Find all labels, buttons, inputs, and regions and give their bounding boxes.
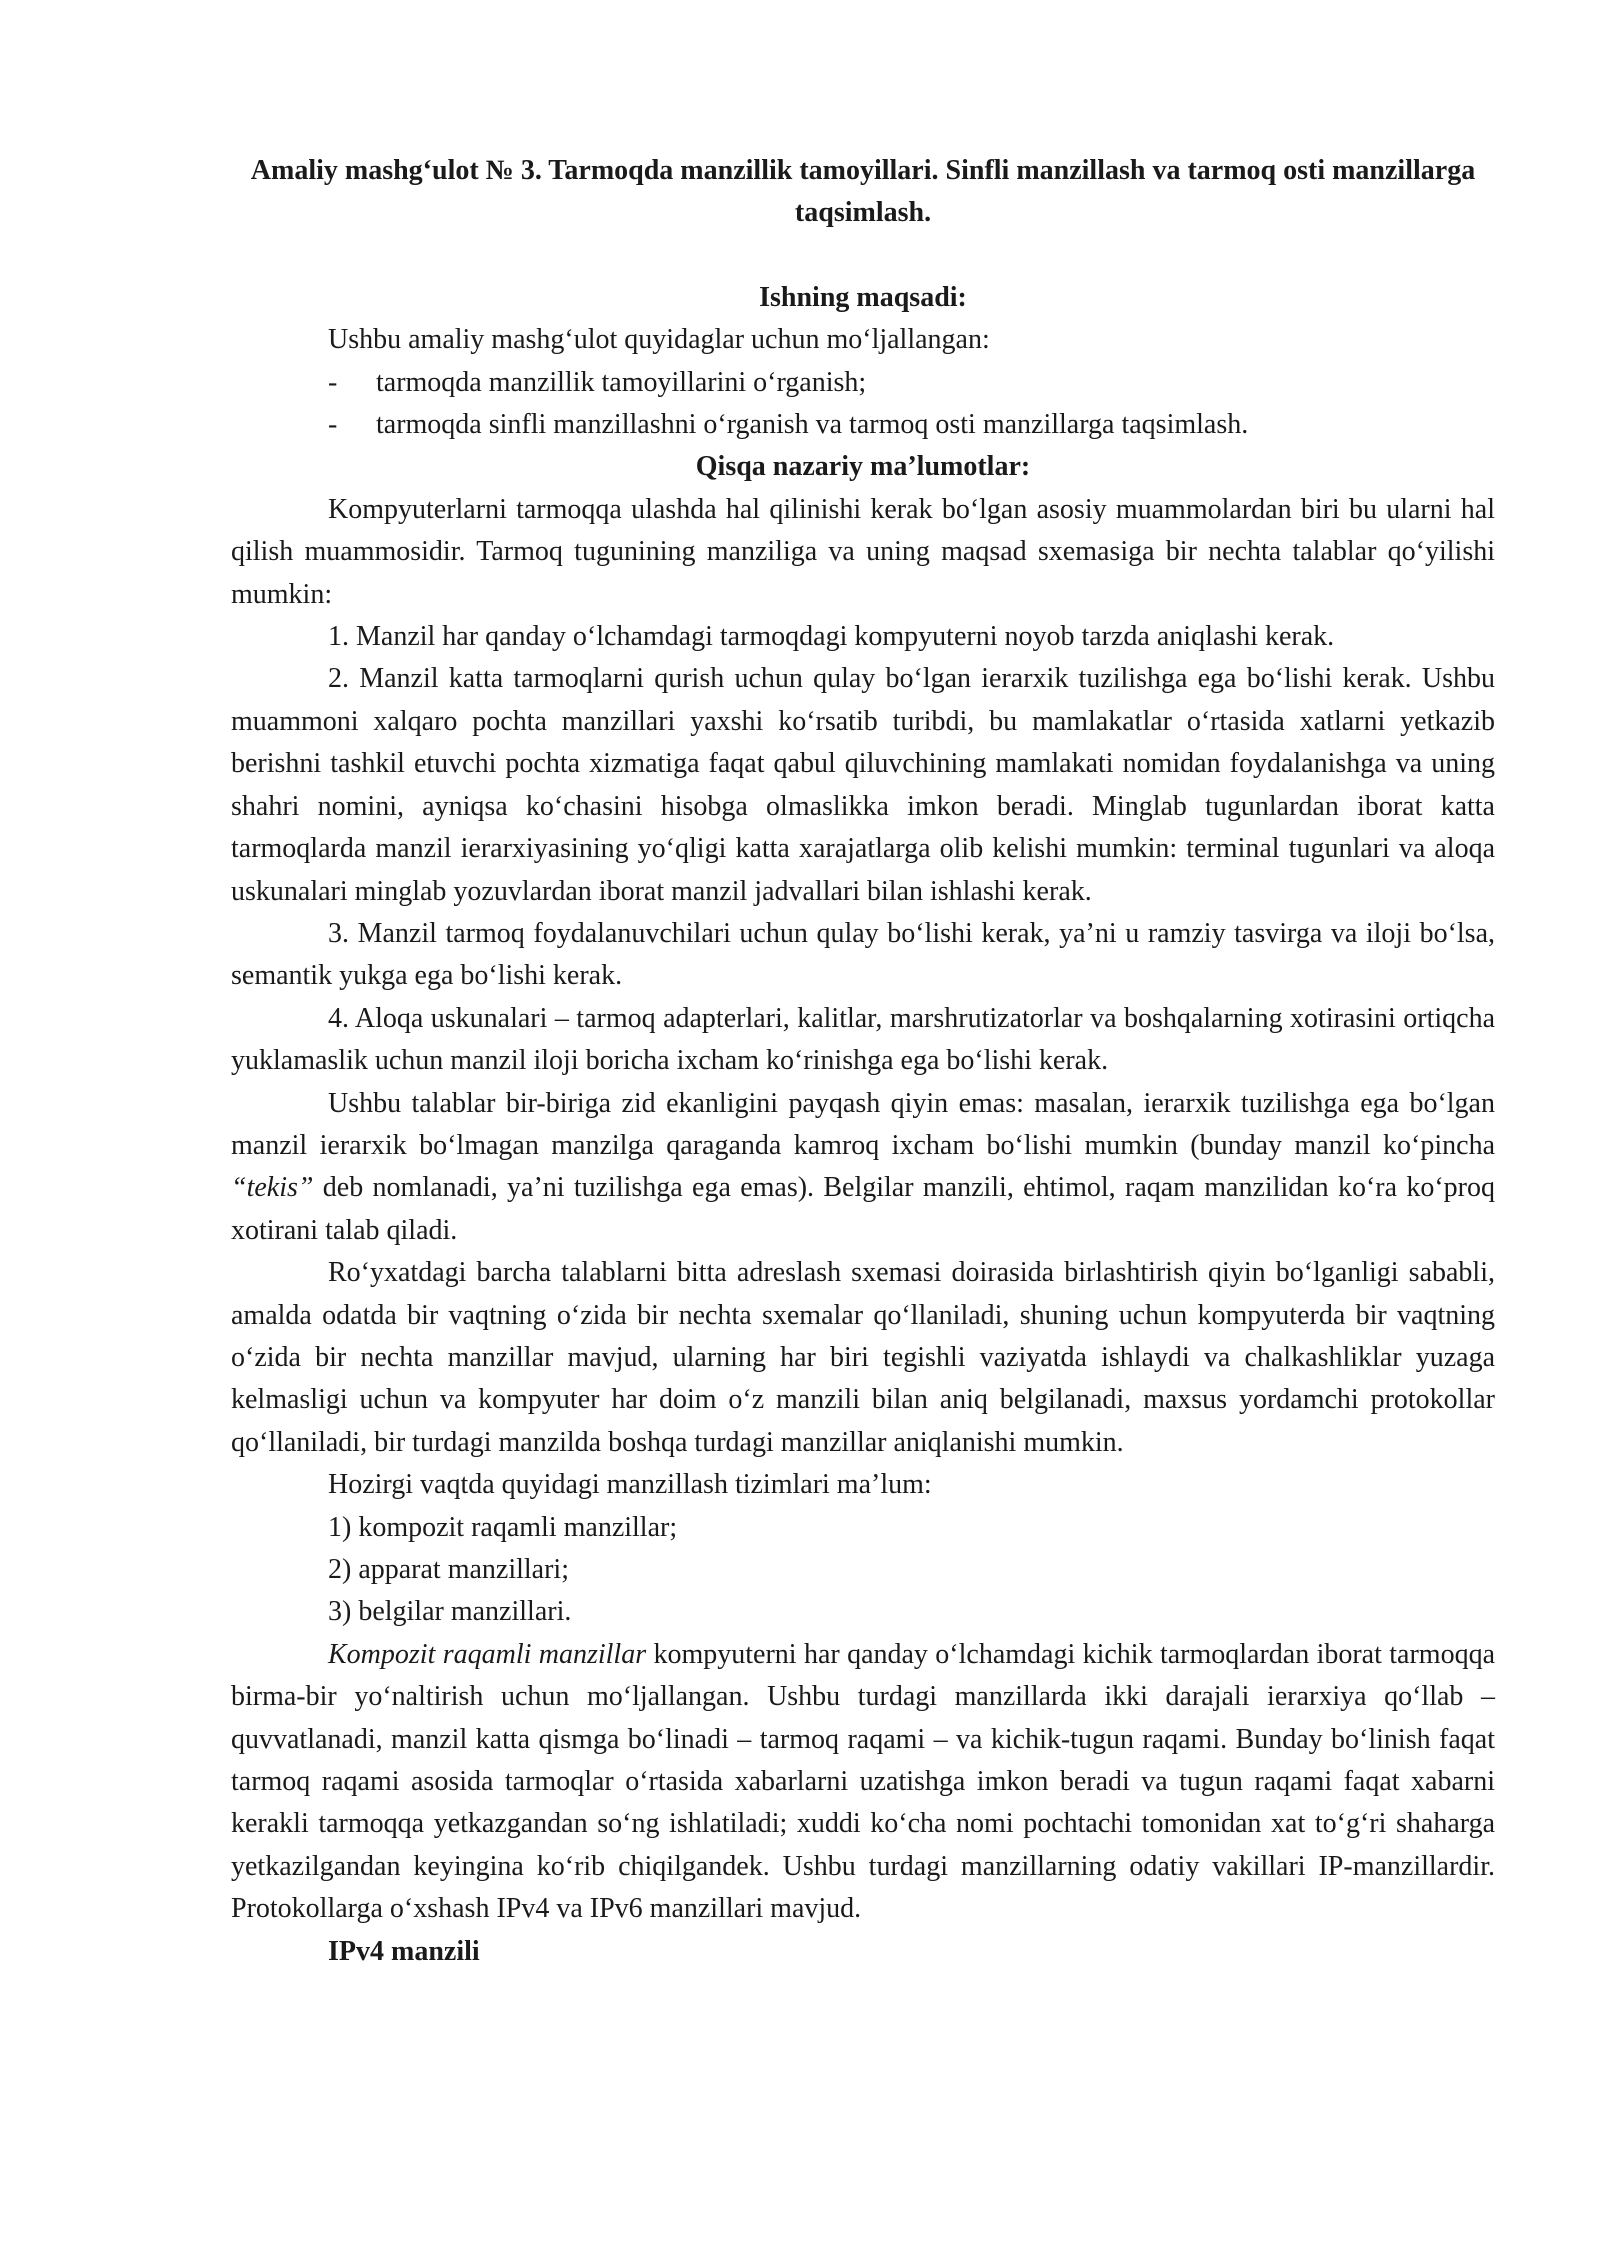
theory-paragraph: Kompyuterlarni tarmoqqa ulashda hal qilinishi kerak bo‘lgan asosiy muammolardan biri bu ularni hal qilish muammosidir. Tarmoq tugunining manziliga va uning maqsad sxemasiga bir nechta talablar qo‘yilishi mumkin:	[231, 493, 1495, 610]
requirement-2: 2. Manzil katta tarmoqlarni qurish uchun qulay bo‘lgan ierarxik tuzilishga ega bo‘lishi kerak. Ushbu muammoni xalqaro pochta manzillari yaxshi ko‘rsatib turibdi, bu mamlakatlar o‘rtasida xatlarni yetkazib berishni tashkil etuvchi pochta xizmatiga faqat qabul qiluvchining mamlakati nomidan foydalanishga va uning shahri nomini, ayniqsa ko‘chasini hisobga olmaslikka imkon beradi. Minglab tugunlardan iborat katta tarmoqlarda manzil ierarxiyasining yo‘qligi katta xarajatlarga olib kelishi mumkin: terminal tugunlari va aloqa uskunalari minglab yozuvlardan iborat manzil jadvallari bilan ishlashi kerak.	[231, 663, 1495, 907]
document-title: Amaliy mashg‘ulot № 3. Tarmoqda manzillik tamoyillari. Sinfli manzillash va tarmoq osti manzillarga taqsimlash.	[250, 155, 1476, 229]
requirement-4: 4. Aloqa uskunalari – tarmoq adapterlari, kalitlar, marshrutizatorlar va boshqalarning xotirasini ortiqcha yuklamaslik uchun manzil iloji boricha ixcham ko‘rinishga ega bo‘lishi kerak.	[231, 1002, 1495, 1077]
theory-paragraph: Hozirgi vaqtda quyidagi manzillash tizimlari ma’lum:	[328, 1469, 932, 1501]
list-dash: -	[328, 366, 338, 398]
purpose-heading: Ishning maqsadi:	[759, 281, 967, 313]
requirement-1: 1. Manzil har qanday o‘lchamdagi tarmoqdagi kompyuterni noyob tarzda aniqlashi kerak.	[328, 621, 1335, 653]
system-list-item: 3) belgilar manzillari.	[328, 1596, 572, 1628]
system-list-item: 2) apparat manzillari;	[328, 1554, 569, 1585]
paragraph-text: kompyuterni har qanday o‘lchamdagi kichik tarmoqlardan iborat tarmoqqa birma-bir yo‘naltirish uchun mo‘ljallangan. Ushbu turdagi manzillarda ikki darajali ierarxiya qo‘llab – quvvatlanadi, manzil katta qismga bo‘linadi – tarmoq raqami – va kichik-tugun raqami. Bunday bo‘linish faqat tarmoq raqami asosida tarmoqlar o‘rtasida xabarlarni uzatishga imkon beradi va tugun raqami faqat xabarni kerakli tarmoqqa yetkazgandan so‘ng ishlatiladi; xuddi ko‘cha nomi pochtachi tomonidan xat to‘g‘ri shaharga yetkazilgandan keyingina ko‘rib chiqilgandek. Ushbu turdagi manzillarning odatiy vakillari IP-manzillardir. Protokollarga o‘xshash IPv4 va IPv6 manzillari mavjud.	[231, 1638, 1495, 1925]
system-list-item: 1) kompozit raqamli manzillar;	[328, 1511, 678, 1543]
list-dash: -	[328, 409, 338, 441]
emphasis-text: “tekis”	[231, 1172, 314, 1204]
purpose-list-item	[328, 404, 1495, 446]
purpose-item-text: tarmoqda sinfli manzillashni o‘rganish va tarmoq osti manzillarga taqsimlash.	[376, 409, 1249, 441]
theory-paragraph	[231, 1083, 1495, 1253]
purpose-list-item	[328, 362, 1495, 404]
paragraph-text: deb nomlanadi, ya’ni tuzilishga ega emas). Belgilar manzili, ehtimol, raqam manzilidan ko‘ra ko‘proq xotirani talab qiladi.	[231, 1172, 1495, 1246]
theory-paragraph	[231, 1634, 1495, 1931]
theory-paragraph: Ro‘yxatdagi barcha talablarni bitta adreslash sxemasi doirasida birlashtirish qiyin bo‘lganligi sababli, amalda odatda bir vaqtning o‘zida bir nechta sxemalar qo‘llaniladi, shuning uchun kompyuterda bir vaqtning o‘zida bir nechta manzillar mavjud, ularning har biri tegishli vaziyatda ishlaydi va chalkashliklar yuzaga kelmasligi uchun va kompyuter har doim o‘z manzili bilan aniq belgilanadi, maxsus yordamchi protokollar qo‘llaniladi, bir turdagi manzilda boshqa turdagi manzillar aniqlanishi mumkin.	[231, 1257, 1495, 1458]
purpose-item-text: tarmoqda manzillik tamoyillarini o‘rganish;	[376, 366, 867, 398]
document-page	[231, 150, 1495, 1973]
requirement-3: 3. Manzil tarmoq foydalanuvchilari uchun qulay bo‘lishi kerak, ya’ni u ramziy tasvirga va iloji bo‘lsa, semantik yukga ega bo‘lishi kerak.	[231, 917, 1495, 992]
emphasis-text: Kompozit raqamli manzillar	[328, 1638, 647, 1670]
paragraph-text: Ushbu talablar bir-biriga zid ekanligini payqash qiyin emas: masalan, ierarxik tuzilishga ega bo‘lgan manzil ierarxik bo‘lmagan manzilga qaraganda kamroq ixcham bo‘lishi mumkin (bunday manzil ko‘pincha	[231, 1087, 1495, 1161]
theory-heading: Qisqa nazariy ma’lumotlar:	[695, 451, 1031, 483]
section-subheading: IPv4 manzili	[328, 1935, 480, 1967]
purpose-intro: Ushbu amaliy mashg‘ulot quyidaglar uchun mo‘ljallangan:	[328, 324, 990, 356]
